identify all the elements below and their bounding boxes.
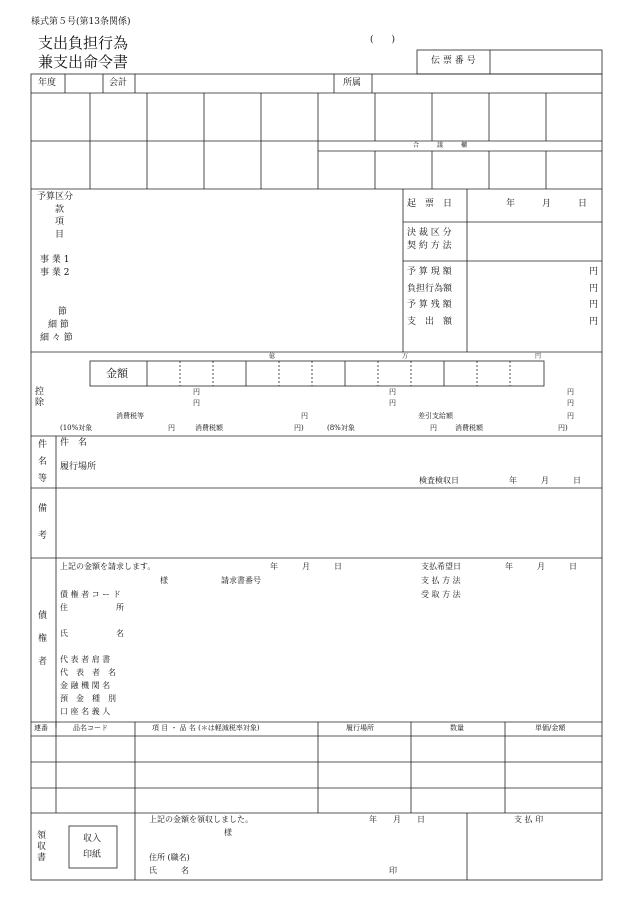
- yen-7: 円: [389, 388, 396, 396]
- consumption-tax-label: 消費税等: [116, 412, 144, 420]
- title-line2: 兼支出命令書: [38, 53, 129, 71]
- request-statement: 上記の金額を請求します。: [60, 562, 156, 571]
- yen-11: 円: [301, 412, 308, 420]
- col-unit-price: 単価/金額: [535, 724, 566, 732]
- subject-side-1: 件: [38, 440, 48, 450]
- remarks-side-2: 考: [38, 531, 48, 541]
- yen-1: 円: [589, 267, 599, 277]
- taxable-10-label: (10%対象: [60, 424, 93, 432]
- approval-column-label: 合 議 欄: [413, 142, 468, 149]
- yen-10: 円: [567, 399, 574, 407]
- creditor-side-3: 者: [38, 657, 48, 667]
- draft-date-label: 起 票 日: [407, 199, 453, 209]
- saisetsu-label: 細 節: [48, 320, 69, 330]
- request-sama: 様: [160, 576, 168, 585]
- receipt-statement: 上記の金額を領収しました。: [149, 815, 253, 824]
- kan-label: 款: [55, 205, 65, 215]
- invoice-number-label: 請求書番号: [221, 576, 261, 585]
- yen-13: 円: [168, 424, 175, 432]
- yen-3: 円: [589, 300, 599, 310]
- inspection-date-value[interactable]: 年 月 日: [509, 476, 581, 485]
- yen-14: 円: [430, 424, 437, 432]
- approval-type-label: 決 裁 区 分: [407, 228, 452, 238]
- receipt-seal: 印: [389, 866, 397, 875]
- amount-label: 金額: [106, 367, 128, 380]
- subject-name-label: 件 名: [60, 438, 88, 448]
- rep-title-label: 代 表 者 肩 書: [60, 655, 111, 664]
- revenue-stamp-1: 収入: [83, 834, 102, 844]
- taxable-8-label: (8%対象: [327, 424, 355, 432]
- budget-current-label: 予 算 現 額: [407, 267, 452, 277]
- yen-6: 円: [193, 399, 200, 407]
- col-place: 履行場所: [346, 724, 374, 732]
- man-unit: 万: [402, 353, 409, 360]
- tax-amount-label-2: 消費税額: [455, 424, 483, 432]
- yen-12: 円: [567, 412, 574, 420]
- commitment-amount-label: 負担行為額: [407, 284, 453, 294]
- slip-number-field[interactable]: [491, 51, 601, 73]
- jigyo2-label: 事 業 2: [40, 268, 70, 278]
- receipt-side-1: 領: [37, 831, 47, 841]
- col-item-name: 項 目 ・ 品 名 (＊は軽減税率対象): [152, 724, 260, 732]
- revenue-stamp-2: 印紙: [83, 850, 102, 860]
- receipt-name-label: 氏 名: [149, 866, 189, 875]
- title-line1: 支出負担行為: [38, 34, 129, 52]
- tax-amount-label-1: 消費税額: [195, 424, 223, 432]
- receipt-side-2: 収: [37, 842, 47, 852]
- col-item-code: 品名コード: [73, 724, 108, 732]
- payment-seal-label: 支 払 印: [514, 815, 544, 824]
- performance-place-label: 履行場所: [60, 462, 97, 472]
- yen-unit: 円: [535, 353, 542, 360]
- deduction-label-1: 控: [35, 387, 45, 397]
- setsu-label: 節: [58, 307, 68, 317]
- yen-4: 円: [589, 317, 599, 327]
- bank-name-label: 金 融 機 関 名: [60, 681, 111, 690]
- account-label: 会計: [109, 78, 128, 88]
- receipt-side-3: 書: [37, 853, 47, 863]
- yen-9: 円: [567, 388, 574, 396]
- receive-method-label: 受 取 方 法: [421, 590, 461, 599]
- account-holder-label: 口 座 名 義 人: [60, 707, 111, 716]
- form-number: 様式第５号(第13条関係): [31, 17, 131, 27]
- address-label: 住 所: [60, 603, 124, 612]
- slip-number-label: 伝 票 番 号: [431, 56, 476, 66]
- name-label: 氏 名: [60, 629, 124, 638]
- fiscal-year-label: 年度: [38, 78, 57, 88]
- moku-label: 目: [55, 230, 65, 240]
- creditor-side-2: 権: [38, 634, 48, 644]
- col-serial: 連番: [34, 724, 48, 732]
- creditor-code-label: 債 権 者 コ ー ド: [60, 590, 121, 599]
- oku-unit: 億: [269, 353, 276, 360]
- budget-remaining-label: 予 算 残 額: [407, 300, 452, 310]
- draft-date-value[interactable]: 年 月 日: [506, 199, 588, 209]
- col-quantity: 数量: [450, 724, 464, 732]
- payment-method-label: 支 払 方 法: [421, 576, 461, 585]
- title-paren: ( ): [370, 35, 396, 45]
- budget-kubun-label: 予算区分: [37, 192, 74, 202]
- yen-5: 円: [193, 388, 200, 396]
- jigyo1-label: 事 業 1: [40, 255, 70, 265]
- kou-label: 項: [55, 217, 65, 227]
- expenditure-label: 支 出 額: [407, 317, 453, 327]
- remarks-field[interactable]: [58, 490, 600, 556]
- department-label: 所属: [343, 78, 362, 88]
- receipt-date[interactable]: 年 月 日: [369, 815, 425, 824]
- saisaisetsu-label: 細 々 節: [40, 333, 73, 343]
- subject-side-3: 等: [38, 474, 48, 484]
- net-payment-label: 差引支給額: [418, 412, 453, 420]
- remarks-side-1: 備: [38, 504, 48, 514]
- close-yen-2: 円): [558, 424, 568, 432]
- rep-name-label: 代 表 者 名: [60, 668, 116, 677]
- yen-2: 円: [589, 284, 599, 294]
- yen-8: 円: [389, 399, 396, 407]
- receipt-sama: 様: [224, 828, 232, 837]
- deposit-type-label: 預 金 種 別: [60, 694, 116, 703]
- inspection-date-label: 検査検収日: [419, 476, 459, 485]
- creditor-side-1: 債: [38, 611, 48, 621]
- desired-pay-date-value[interactable]: 年 月 日: [505, 562, 577, 571]
- deduction-label-2: 除: [35, 398, 45, 408]
- close-yen-1: 円): [294, 424, 304, 432]
- subject-side-2: 名: [38, 457, 48, 467]
- receipt-address-label: 住所 (職名): [149, 853, 190, 862]
- contract-method-label: 契 約 方 法: [407, 241, 452, 251]
- desired-pay-date-label: 支払希望日: [421, 562, 461, 571]
- request-date[interactable]: 年 月 日: [270, 562, 342, 571]
